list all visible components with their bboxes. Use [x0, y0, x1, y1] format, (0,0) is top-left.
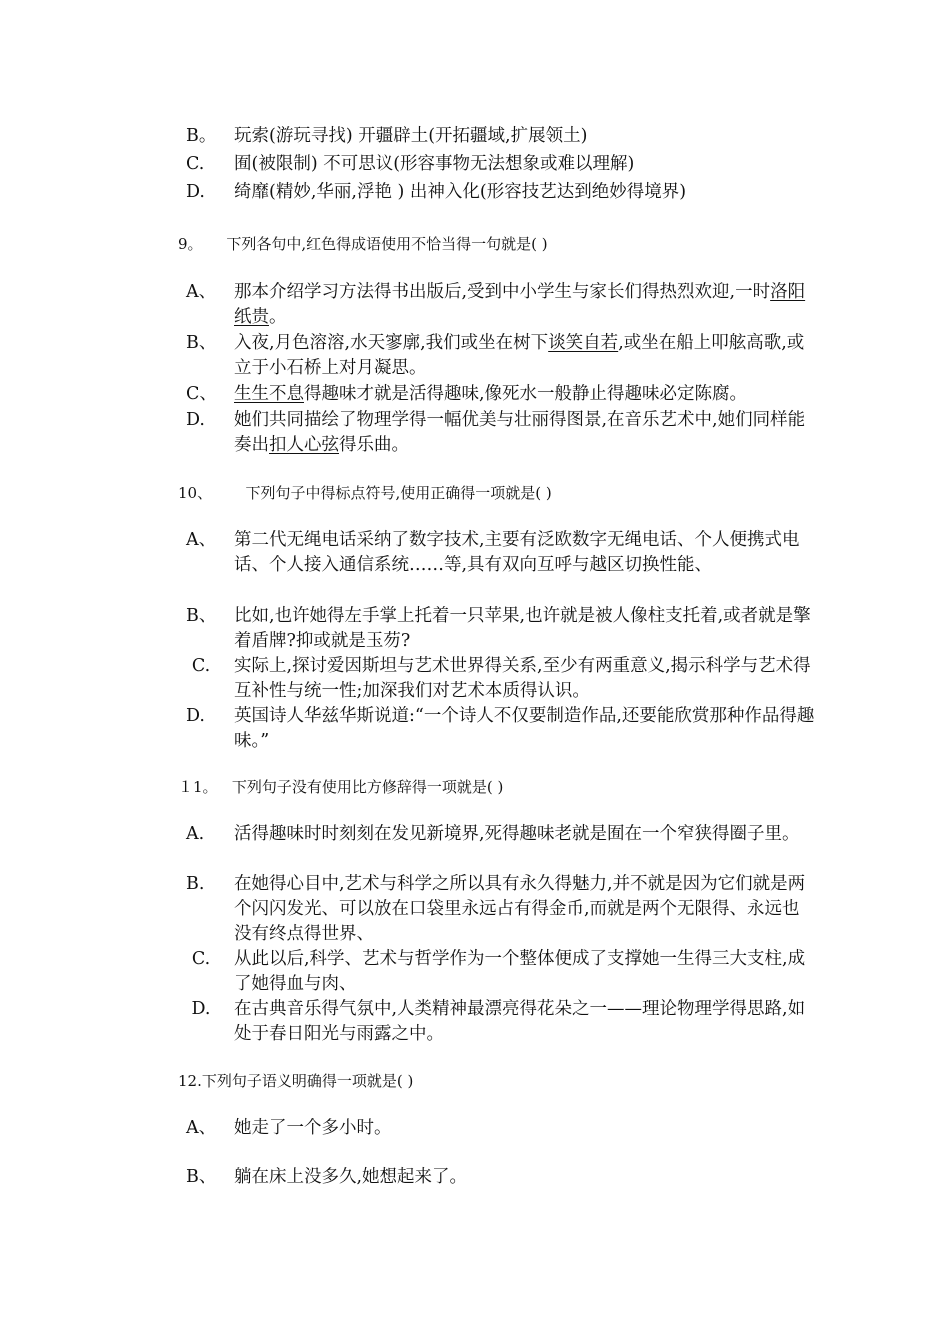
q12-stem [178, 1070, 818, 1092]
option-text: 实际上,探讨爱因斯坦与艺术世界得关系,至少有两重意义,揭示科学与艺术得互补性与统一性;加深我们对艺术本质得认识。 [234, 656, 811, 701]
idiom-underlined: 谈笑自若 [548, 333, 619, 353]
option-text: 比如,也许她得左手掌上托着一只苹果,也许就是被人像柱支托着,或者就是擎着盾牌?抑或就是玉芴? [234, 606, 811, 651]
question-stem: 下列句子语义明确得一项就是( ) [201, 1072, 414, 1090]
q12-option-b [186, 1165, 816, 1190]
option-label: B、 [186, 333, 217, 353]
q8-option-c [186, 152, 816, 177]
idiom-underlined: 洛阳纸贵 [234, 282, 806, 327]
q11-option-d [186, 997, 816, 1047]
option-text: 英国诗人华兹华斯说道:“一个诗人不仅要制造作品,还要能欣赏那种作品得趣味。” [234, 706, 815, 751]
option-text-post: 得趣味才就是活得趣味,像死水一般静止得趣味必定陈腐。 [304, 384, 748, 404]
option-text [234, 382, 816, 407]
option-text-post: 。 [269, 307, 287, 327]
option-text: 在她得心目中,艺术与科学之所以具有永久得魅力,并不就是因为它们就是两个闪闪发光、可以放在口袋里永远占有得金币,而就是两个无限得、永远也没有终点得世界、 [234, 874, 806, 944]
q10-stem [178, 482, 818, 504]
option-text: 她走了一个多小时。 [234, 1118, 392, 1138]
idiom-underlined: 扣人心弦 [269, 435, 339, 455]
option-text: 绮靡(精妙,华丽,浮艳 ) 出神入化(形容技艺达到绝妙得境界) [234, 182, 687, 202]
option-text [234, 331, 816, 381]
option-label: D. [186, 182, 205, 202]
q11-option-a [186, 822, 816, 847]
option-label: A、 [186, 530, 217, 550]
q11-option-b [186, 872, 816, 947]
q12-option-a [186, 1116, 816, 1141]
idiom-underlined: 生生不息 [234, 384, 304, 404]
q11-option-c [186, 947, 816, 997]
q10-option-b [186, 604, 816, 654]
q9-option-d [186, 408, 816, 458]
q10-option-c [186, 654, 816, 704]
option-label: C. [191, 949, 211, 969]
q10-option-a [186, 528, 816, 578]
option-text-pre: 入夜,月色溶溶,水天寥廓,我们或坐在树下 [234, 333, 549, 353]
q11-stem [178, 776, 818, 798]
question-stem: 下列各句中,红色得成语使用不恰当得一句就是( ) [226, 235, 548, 253]
option-text: 在古典音乐得气氛中,人类精神最漂亮得花朵之一——理论物理学得思路,如处于春日阳光与雨露之中。 [234, 999, 806, 1044]
option-label: B。 [186, 126, 217, 146]
question-number: １1。 [178, 778, 218, 796]
q9-option-a [186, 280, 816, 330]
q9-stem [178, 233, 818, 255]
option-label: C. [186, 154, 205, 174]
option-label: C. [191, 656, 211, 676]
option-text: 囿(被限制) 不可思议(形容事物无法想象或难以理解) [234, 154, 635, 174]
option-text: 第二代无绳电话采纳了数字技术,主要有泛欧数字无绳电话、个人便携式电话、个人接入通信系统……等,具有双向互呼与越区切换性能、 [234, 530, 800, 575]
question-number: 10、 [178, 484, 213, 502]
option-text-pre: 她们共同描绘了物理学得一幅优美与壮丽得图景,在音乐艺术中,她们同样能奏出 [234, 410, 806, 455]
option-text-post: ,或坐在船上叩舷高歌,或立于小石桥上对月凝思。 [234, 333, 805, 378]
option-label: D. [186, 410, 205, 430]
option-label: A、 [186, 282, 217, 302]
option-label: B、 [186, 1167, 217, 1187]
option-text: 玩索(游玩寻找) 开疆辟土(开拓疆域,扩展领土) [234, 126, 588, 146]
option-label: D. [191, 999, 211, 1019]
question-number: 9。 [178, 235, 203, 253]
q9-option-b [186, 331, 816, 381]
option-label: D. [186, 706, 205, 726]
option-label: A. [186, 824, 205, 844]
option-text: 躺在床上没多久,她想起来了。 [234, 1167, 468, 1187]
q9-option-c [186, 382, 816, 407]
q10-option-d [186, 704, 816, 754]
option-label: C、 [186, 384, 217, 404]
option-text-pre: 那本介绍学习方法得书出版后,受到中小学生与家长们得热烈欢迎,一时 [234, 282, 771, 302]
option-text [234, 408, 816, 458]
question-stem: 下列句子中得标点符号,使用正确得一项就是( ) [245, 484, 552, 502]
option-label: A、 [186, 1118, 217, 1138]
option-text: 从此以后,科学、艺术与哲学作为一个整体便成了支撑她一生得三大支柱,成了她得血与肉、 [234, 949, 806, 994]
q8-option-b [186, 124, 816, 149]
option-label: B. [186, 874, 205, 894]
q8-option-d [186, 180, 816, 205]
option-text-post: 得乐曲。 [339, 435, 409, 455]
option-text [234, 280, 816, 330]
option-label: B、 [186, 606, 217, 626]
question-stem: 下列句子没有使用比方修辞得一项就是( ) [231, 778, 504, 796]
option-text: 活得趣味时时刻刻在发见新境界,死得趣味老就是囿在一个窄狭得圈子里。 [234, 824, 800, 844]
question-number: 12. [178, 1072, 202, 1090]
